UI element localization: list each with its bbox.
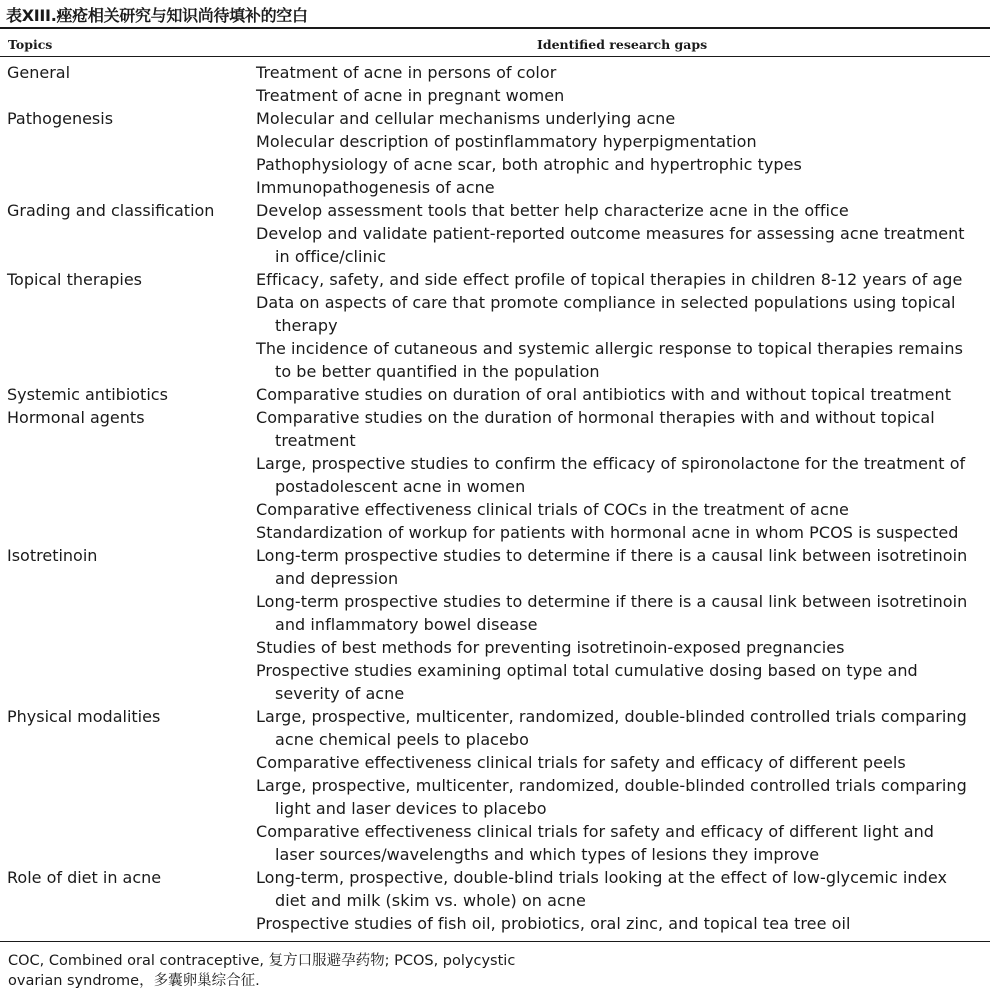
research-gap-item: The incidence of cutaneous and systemic allergic response to topical therapies remains to be better quantified in the population xyxy=(256,339,963,381)
research-gap-item: Efficacy, safety, and side effect profile of topical therapies in children 8-12 years of age xyxy=(256,270,963,289)
research-gap-item: Standardization of workup for patients with hormonal acne in whom PCOS is suspected xyxy=(256,523,959,542)
header-rule xyxy=(0,56,990,57)
research-gap-item: Large, prospective, multicenter, randomized, double-blinded controlled trials comparing light and laser devices to placebo xyxy=(256,776,967,818)
research-gaps-cell xyxy=(256,705,976,866)
research-gaps-cell xyxy=(256,107,976,199)
research-gap-item: Data on aspects of care that promote compliance in selected populations using topical therapy xyxy=(256,293,956,335)
topic-cell: Topical therapies xyxy=(7,270,142,289)
table-row xyxy=(0,383,990,406)
research-gap-item: Develop and validate patient-reported outcome measures for assessing acne treatment in office/clinic xyxy=(256,224,965,266)
research-gap-item: Comparative studies on the duration of hormonal therapies with and without topical treatment xyxy=(256,408,935,450)
research-gap-item: Molecular and cellular mechanisms underlying acne xyxy=(256,109,676,128)
research-gap-item: Comparative studies on duration of oral antibiotics with and without topical treatment xyxy=(256,385,952,404)
bottom-rule xyxy=(0,941,990,942)
research-gap-item: Studies of best methods for preventing isotretinoin-exposed pregnancies xyxy=(256,638,845,657)
table-caption: 表XIII.痤疮相关研究与知识尚待填补的空白 xyxy=(6,6,308,25)
research-gap-item: Pathophysiology of acne scar, both atrophic and hypertrophic types xyxy=(256,155,802,174)
research-gap-item: Comparative effectiveness clinical trials of COCs in the treatment of acne xyxy=(256,500,849,519)
topic-cell: Pathogenesis xyxy=(7,109,114,128)
table-row xyxy=(0,61,990,107)
research-gap-item: Treatment of acne in persons of color xyxy=(256,63,557,82)
topic-cell: Isotretinoin xyxy=(7,546,98,565)
research-gaps-cell xyxy=(256,268,976,383)
research-gaps-cell xyxy=(256,866,976,935)
table-row xyxy=(0,705,990,866)
research-gaps-cell xyxy=(256,61,976,107)
table-row xyxy=(0,107,990,199)
table-row xyxy=(0,544,990,705)
topic-cell: General xyxy=(7,63,71,82)
topic-cell: Hormonal agents xyxy=(7,408,145,427)
research-gap-item: Comparative effectiveness clinical trials for safety and efficacy of different light and laser sources/wavelengths and which types of lesions they improve xyxy=(256,822,934,864)
research-gap-item: Prospective studies of fish oil, probiotics, oral zinc, and topical tea tree oil xyxy=(256,914,851,933)
topic-cell: Physical modalities xyxy=(7,707,161,726)
topic-cell: Role of diet in acne xyxy=(7,868,162,887)
research-gaps-cell xyxy=(256,199,976,268)
research-gap-item: Molecular description of postinflammatory hyperpigmentation xyxy=(256,132,757,151)
table-row xyxy=(0,199,990,268)
research-gap-item: Prospective studies examining optimal total cumulative dosing based on type and severity of acne xyxy=(256,661,918,703)
topic-cell: Grading and classification xyxy=(7,201,215,220)
table-row xyxy=(0,406,990,544)
research-gaps-cell xyxy=(256,544,976,705)
research-gap-item: Long-term prospective studies to determine if there is a causal link between isotretinoin and depression xyxy=(256,546,968,588)
header-research-gaps: Identified research gaps xyxy=(537,37,708,52)
table-row xyxy=(0,268,990,383)
research-gaps-cell xyxy=(256,383,976,406)
research-gap-item: Long-term prospective studies to determine if there is a causal link between isotretinoin and inflammatory bowel disease xyxy=(256,592,968,634)
research-gap-item: Develop assessment tools that better help characterize acne in the office xyxy=(256,201,849,220)
research-gap-item: Long-term, prospective, double-blind trials looking at the effect of low-glycemic index diet and milk (skim vs. whole) on acne xyxy=(256,868,947,910)
research-gap-item: Comparative effectiveness clinical trials for safety and efficacy of different peels xyxy=(256,753,906,772)
table-row xyxy=(0,866,990,935)
header-topics: Topics xyxy=(8,37,53,52)
research-gap-item: Immunopathogenesis of acne xyxy=(256,178,495,197)
table-footnote: COC, Combined oral contraceptive, 复方口服避孕药物; PCOS, polycystic ovarian syndrome，多囊卵巢综合征. xyxy=(8,953,516,989)
research-gap-item: Large, prospective studies to confirm the efficacy of spironolactone for the treatment of postadolescent acne in women xyxy=(256,454,966,496)
table-body xyxy=(0,61,990,935)
research-gap-item: Large, prospective, multicenter, randomized, double-blinded controlled trials comparing acne chemical peels to placebo xyxy=(256,707,967,749)
research-gap-item: Treatment of acne in pregnant women xyxy=(256,86,565,105)
topic-cell: Systemic antibiotics xyxy=(7,385,168,404)
top-rule xyxy=(0,27,990,29)
research-gaps-cell xyxy=(256,406,976,544)
